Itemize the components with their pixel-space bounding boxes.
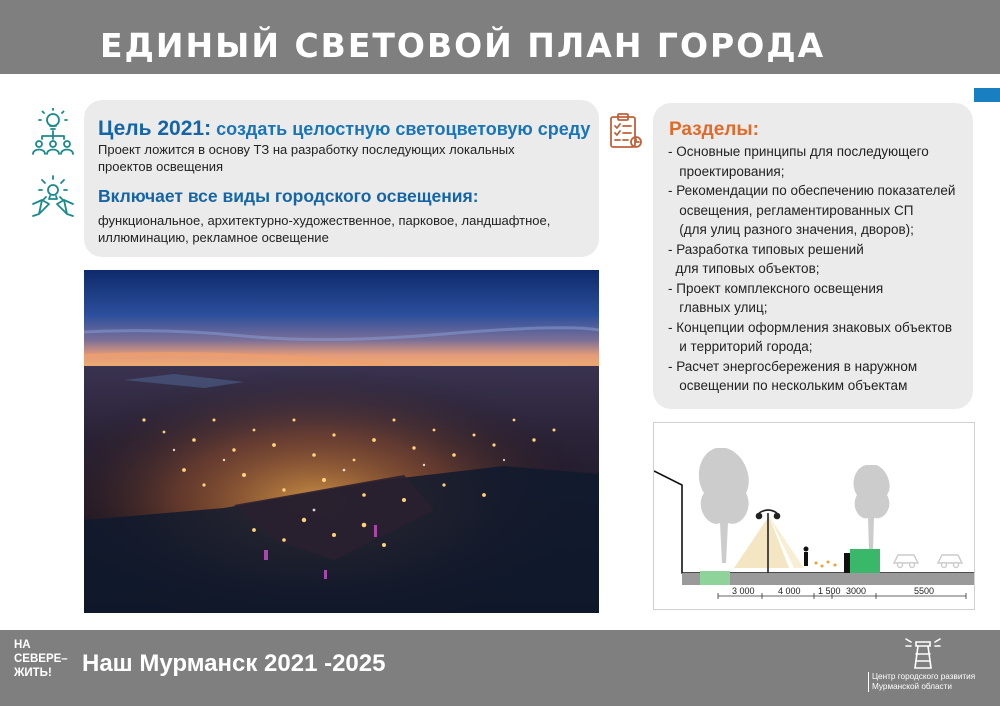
diagram-dimension: 5500 [914, 586, 935, 596]
slogan-line: СЕВЕРЕ– [14, 653, 68, 665]
sections-list-item: - Проект комплексного освещения главных улиц; [668, 280, 884, 315]
slogan-line: НА [14, 639, 31, 651]
sections-list [668, 142, 973, 396]
goal-description: Проект ложится в основу ТЗ на разработку последующих локальных проектов освещения [98, 142, 515, 174]
page-title: ЕДИНЫЙ СВЕТОВОЙ ПЛАН ГОРОДА [100, 26, 826, 65]
diagram-dimension: 1 500 [818, 586, 841, 596]
sections-list-item: - Рекомендации по обеспечению показателей освещения, регламентированных СП (для улиц разного значения, дворов); [668, 183, 956, 237]
org-name-line: Мурманской области [872, 682, 952, 691]
includes-heading: Включает все виды городского освещения: [98, 186, 479, 206]
sections-title: Разделы: [669, 119, 759, 140]
includes-description: функциональное, архитектурно-художественное, парковое, ландшафтное, иллюминацию, рекламное освещение [98, 213, 551, 245]
accent-tab [974, 88, 1000, 102]
sections-list-item: - Расчет энергосбережения в наружном освещении по нескольким объектам [668, 358, 918, 393]
center-logo-text [868, 672, 975, 692]
goal-heading-text: создать целостную светоцветовую среду [216, 119, 591, 139]
diagram-dimension: 3 000 [732, 586, 755, 596]
lighting-hands-icon [30, 174, 76, 220]
city-night-photo [84, 270, 599, 613]
sections-list-item: - Концепции оформления знаковых объектов и территорий города; [668, 319, 952, 354]
diagram-dimension: 3000 [846, 586, 867, 596]
goal-people-icon [30, 108, 76, 156]
slogan-line: ЖИТЬ! [14, 667, 52, 679]
sections-list-item: - Основные принципы для последующего проектирования; [668, 144, 929, 179]
footer-title: Наш Мурманск 2021 -2025 [82, 650, 386, 677]
goal-heading [98, 117, 590, 141]
sections-list-item: - Разработка типовых решений для типовых объектов; [668, 241, 864, 276]
org-name-line: Центр городского развития [872, 672, 976, 681]
diagram-dimension: 4 000 [778, 586, 801, 596]
goal-year-label: Цель 2021: [98, 117, 212, 140]
slogan-logo [14, 638, 70, 698]
document-checklist-icon [608, 112, 644, 150]
street-section-diagram [653, 422, 975, 610]
